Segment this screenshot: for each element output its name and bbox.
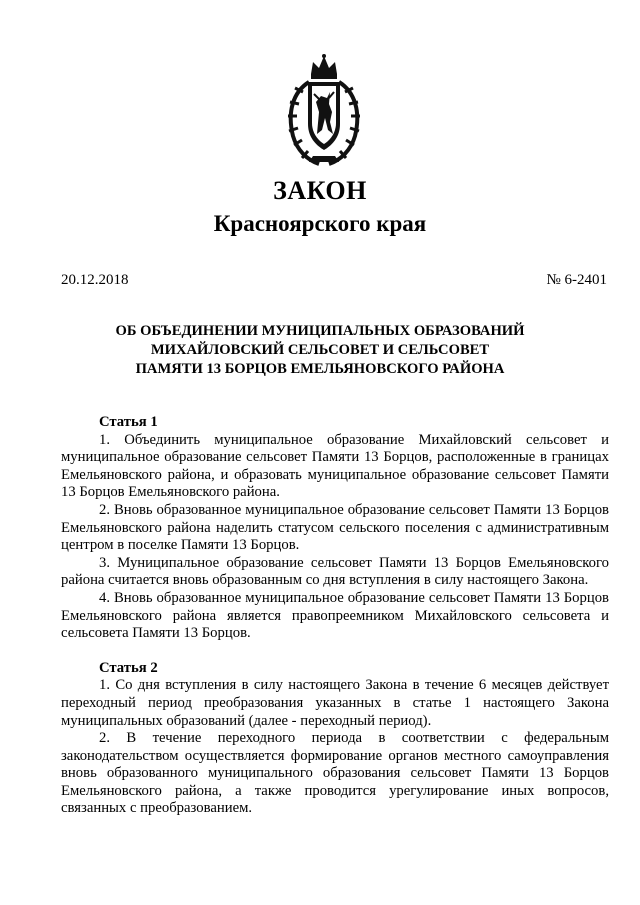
law-body <box>61 414 609 818</box>
document-title: ЗАКОН <box>273 176 367 205</box>
coat-of-arms-icon <box>283 52 365 170</box>
article-2-paragraph-2: 2. В течение переходного периода в соответствии с федеральным законодательством осуществляется формирование органов местного самоуправления вновь образованного муниципального образования сельсовет Памяти 13 Борцов Емельяновского района, а также проводится урегулирование иных вопросов, связанных с преобразованием. <box>61 730 609 817</box>
heading-line: ПАМЯТИ 13 БОРЦОВ ЕМЕЛЬЯНОВСКОГО РАЙОНА <box>135 361 505 377</box>
article-1-paragraph-4: 4. Вновь образованное муниципальное образование сельсовет Памяти 13 Борцов Емельяновского района является правопреемником Михайловского сельсовета и сельсовета Памяти 13 Борцов. <box>61 589 609 642</box>
document-number: № 6-2401 <box>546 272 607 288</box>
article-1-paragraph-1: 1. Объединить муниципальное образование Михайловский сельсовет и муниципальное образование сельсовет Памяти 13 Борцов, расположенные в границах Емельяновского района, и образовать муниципальное образование сельсовет Памяти 13 Борцов Емельяновского района. <box>61 431 609 501</box>
article-1-paragraph-2: 2. Вновь образованное муниципальное образование сельсовет Памяти 13 Борцов Емельяновского района наделить статусом сельского поселения с административным центром в поселке Памяти 13 Борцов. <box>61 501 609 554</box>
document-date: 20.12.2018 <box>61 272 129 288</box>
article-2-title: Статья 2 <box>99 659 158 676</box>
article-1-paragraph-3: 3. Муниципальное образование сельсовет Памяти 13 Борцов Емельяновского района считается вновь образованным со дня вступления в силу настоящего Закона. <box>61 554 609 589</box>
document-subtitle: Красноярского края <box>213 211 427 236</box>
heading-line: МИХАЙЛОВСКИЙ СЕЛЬСОВЕТ И СЕЛЬСОВЕТ <box>150 342 490 358</box>
article-2-paragraph-1: 1. Со дня вступления в силу настоящего Закона в течение 6 месяцев действует переходный период преобразования указанных в статье 1 настоящего Закона муниципальных образований (далее - переходный период). <box>61 677 609 729</box>
heading-line: ОБ ОБЪЕДИНЕНИИ МУНИЦИПАЛЬНЫХ ОБРАЗОВАНИЙ <box>115 323 525 339</box>
law-heading <box>0 322 640 379</box>
article-1-title: Статья 1 <box>99 414 158 430</box>
